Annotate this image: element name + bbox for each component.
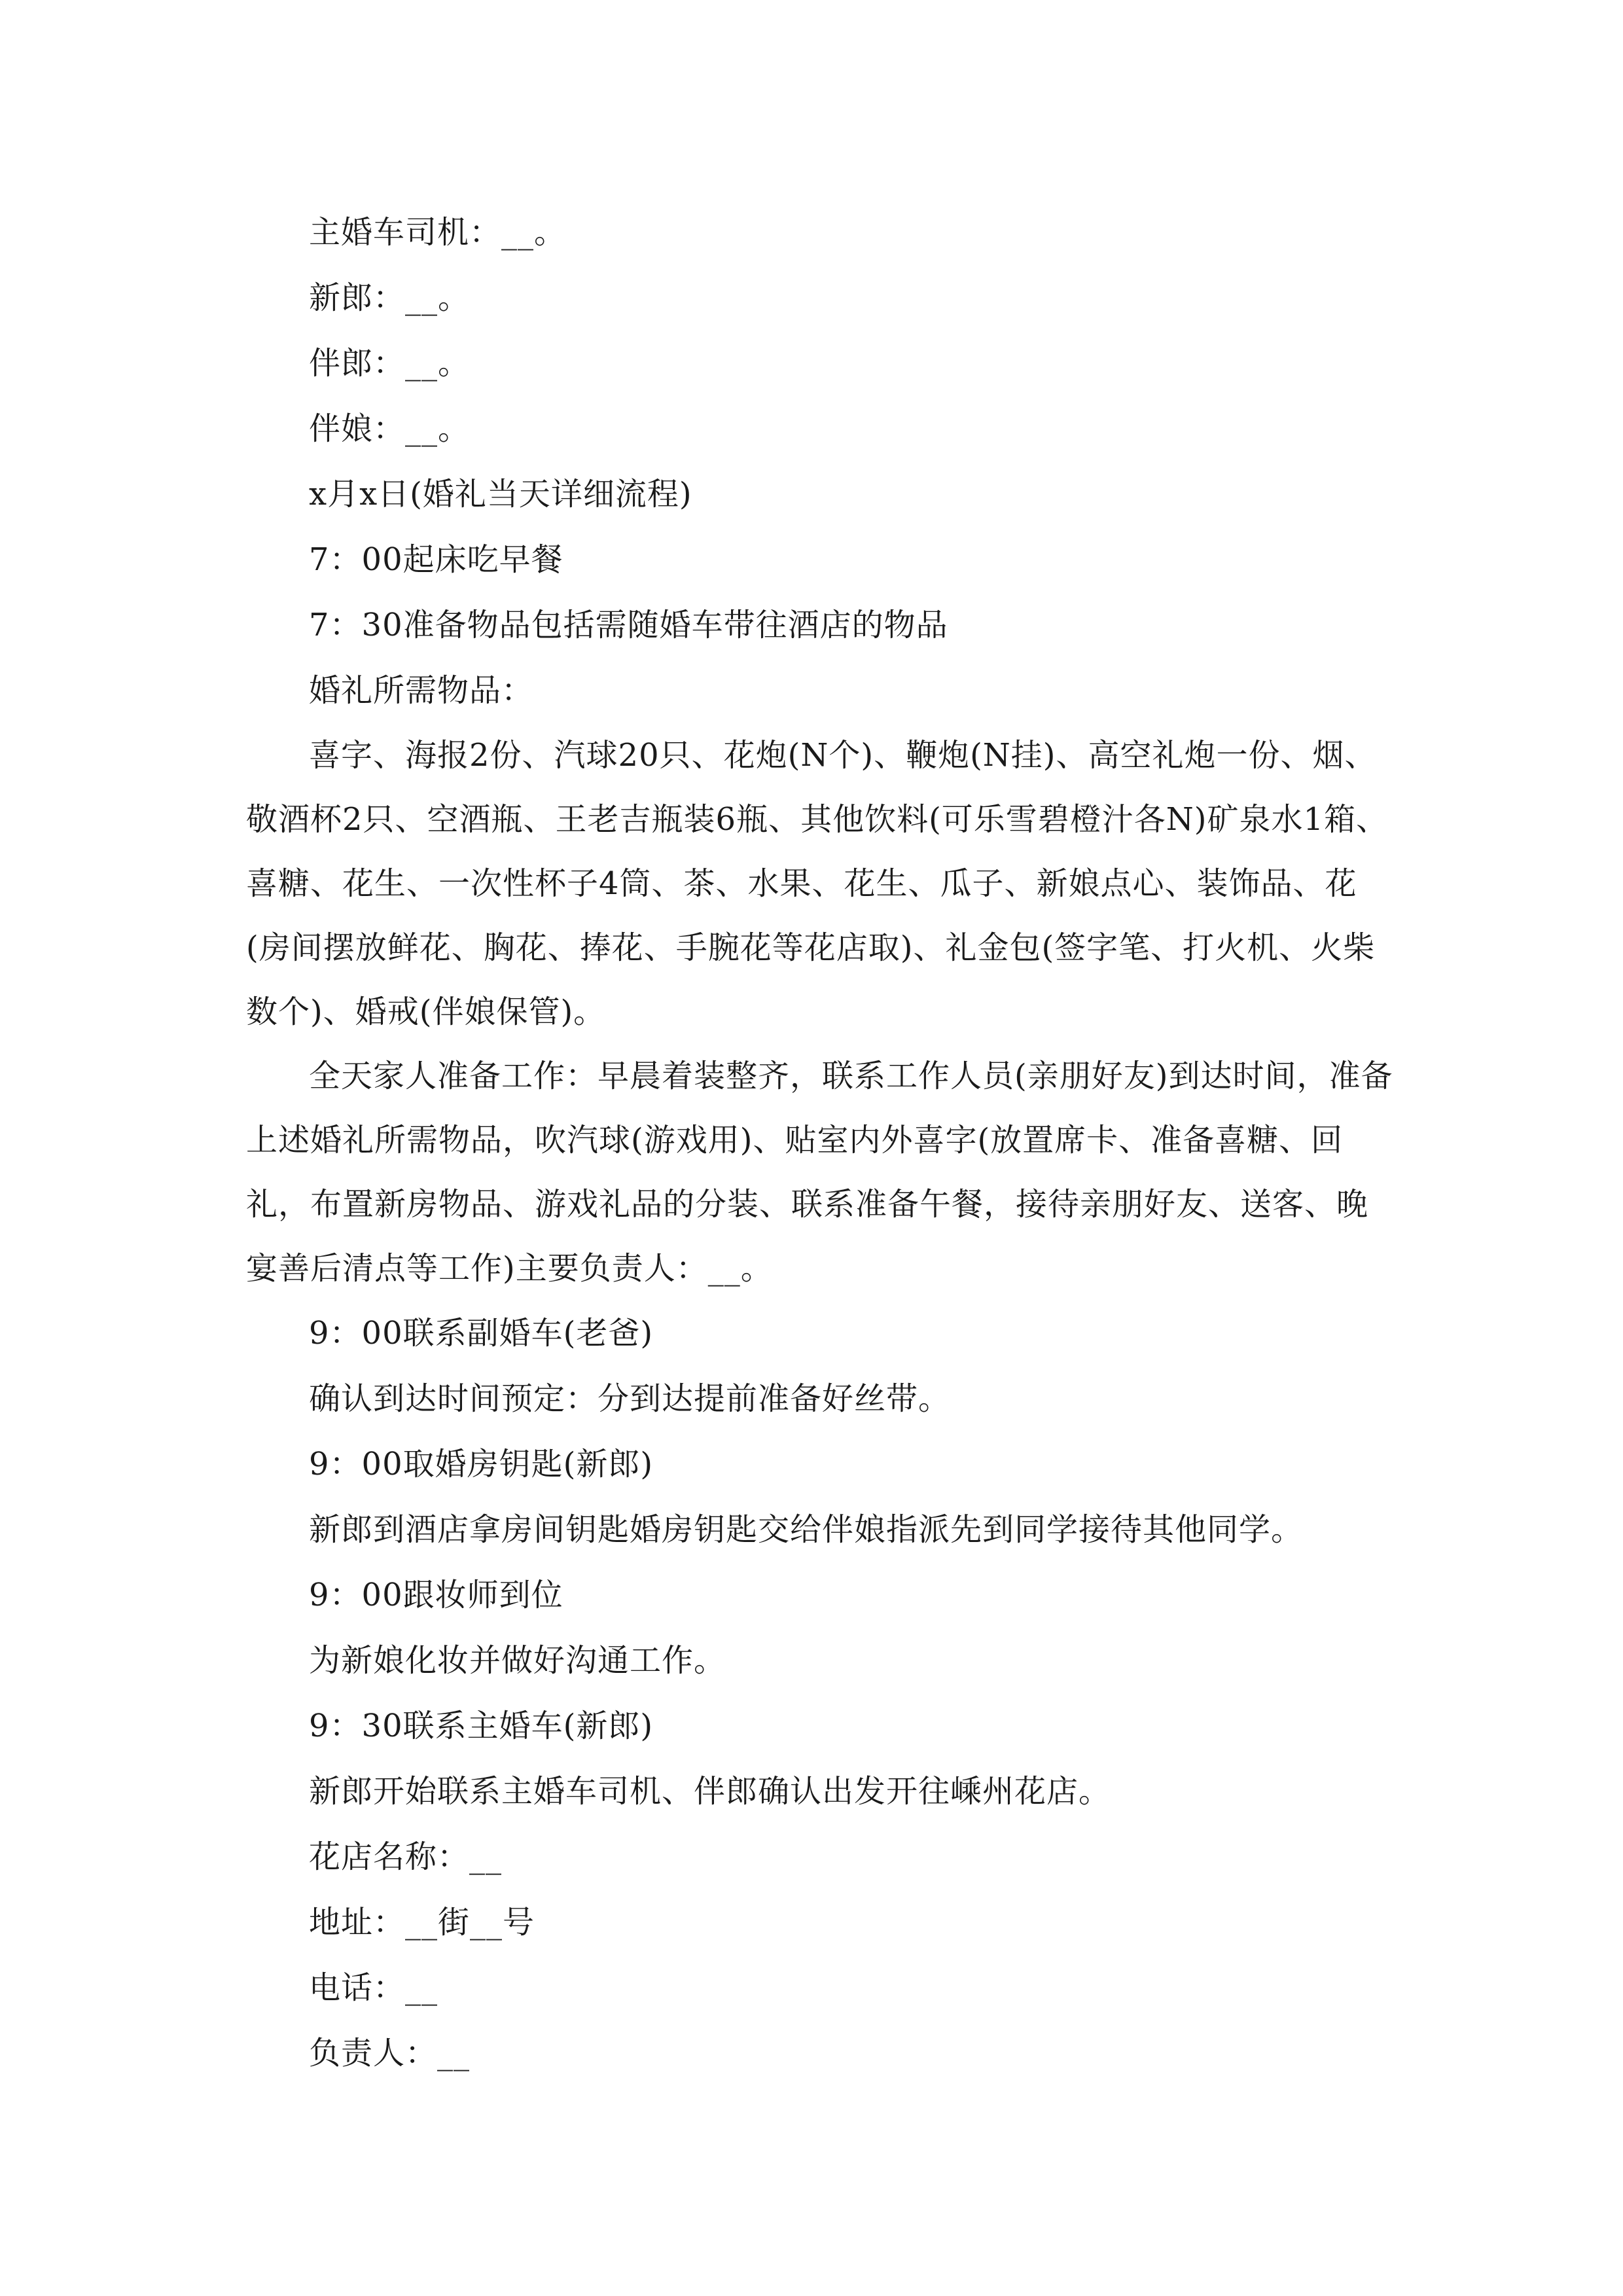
paragraph-florist-name: 花店名称：__ — [309, 1839, 503, 1875]
paragraph-items-heading: 婚礼所需物品： — [309, 672, 534, 709]
paragraph-0700: 7：00起床吃早餐 — [309, 541, 563, 578]
paragraph-confirm-arrival: 确认到达时间预定：分到达提前准备好丝带。 — [309, 1380, 951, 1417]
paragraph-0900-keys: 9：00取婚房钥匙(新郎) — [309, 1446, 654, 1482]
paragraph-keys-detail: 新郎到酒店拿房间钥匙婚房钥匙交给伴娘指派先到同学接待其他同学。 — [309, 1511, 1304, 1548]
paragraph-best-man: 伴郎：__。 — [309, 345, 471, 382]
paragraph-0900-makeup: 9：00跟妆师到位 — [309, 1577, 563, 1613]
paragraph-items-list: 喜字、海报2份、汽球20只、花炮(N个)、鞭炮(N挂)、高空礼炮一份、烟、敬酒杯2只、空酒瓶、王老吉瓶装6瓶、其他饮料(可乐雪碧橙汁各N)矿泉水1箱、喜糖、花生、一次性杯子4筒、茶、水果、花生、瓜子、新娘点心、装饰品、花(房间摆放鲜花、胸花、捧花、手腕花等花店取)、礼金包(签字笔、打火机、火柴数个)、婚戒(伴娘保管)。 — [246, 737, 1389, 1030]
paragraph-makeup-detail: 为新娘化妆并做好沟通工作。 — [309, 1642, 726, 1679]
paragraph-0730: 7：30准备物品包括需随婚车带往酒店的物品 — [309, 607, 948, 643]
paragraph-family-work: 全天家人准备工作：早晨着装整齐，联系工作人员(亲朋好友)到达时间，准备上述婚礼所需物品，吹汽球(游戏用)、贴室内外喜字(放置席卡、准备喜糖、回礼，布置新房物品、游戏礼品的分装、联系准备午餐，接待亲朋好友、送客、晚宴善后清点等工作)主要负责人：__。 — [246, 1058, 1393, 1287]
paragraph-bridesmaid: 伴娘：__。 — [309, 410, 471, 447]
paragraph-driver: 主婚车司机：__。 — [309, 214, 567, 251]
paragraph-florist-phone: 电话：__ — [309, 1969, 438, 2006]
paragraph-florist-address: 地址：__街__号 — [309, 1904, 535, 1941]
paragraph-0930-main-car: 9：30联系主婚车(新郎) — [309, 1708, 654, 1744]
paragraph-florist-contact: 负责人：__ — [309, 2035, 471, 2072]
paragraph-date-heading: x月x日(婚礼当天详细流程) — [309, 476, 692, 512]
paragraph-groom: 新郎：__。 — [309, 279, 471, 316]
paragraph-0900-secondary-car: 9：00联系副婚车(老爸) — [309, 1315, 654, 1352]
paragraph-main-car-detail: 新郎开始联系主婚车司机、伴郎确认出发开往嵊州花店。 — [309, 1773, 1111, 1810]
document-body — [246, 200, 1398, 2086]
